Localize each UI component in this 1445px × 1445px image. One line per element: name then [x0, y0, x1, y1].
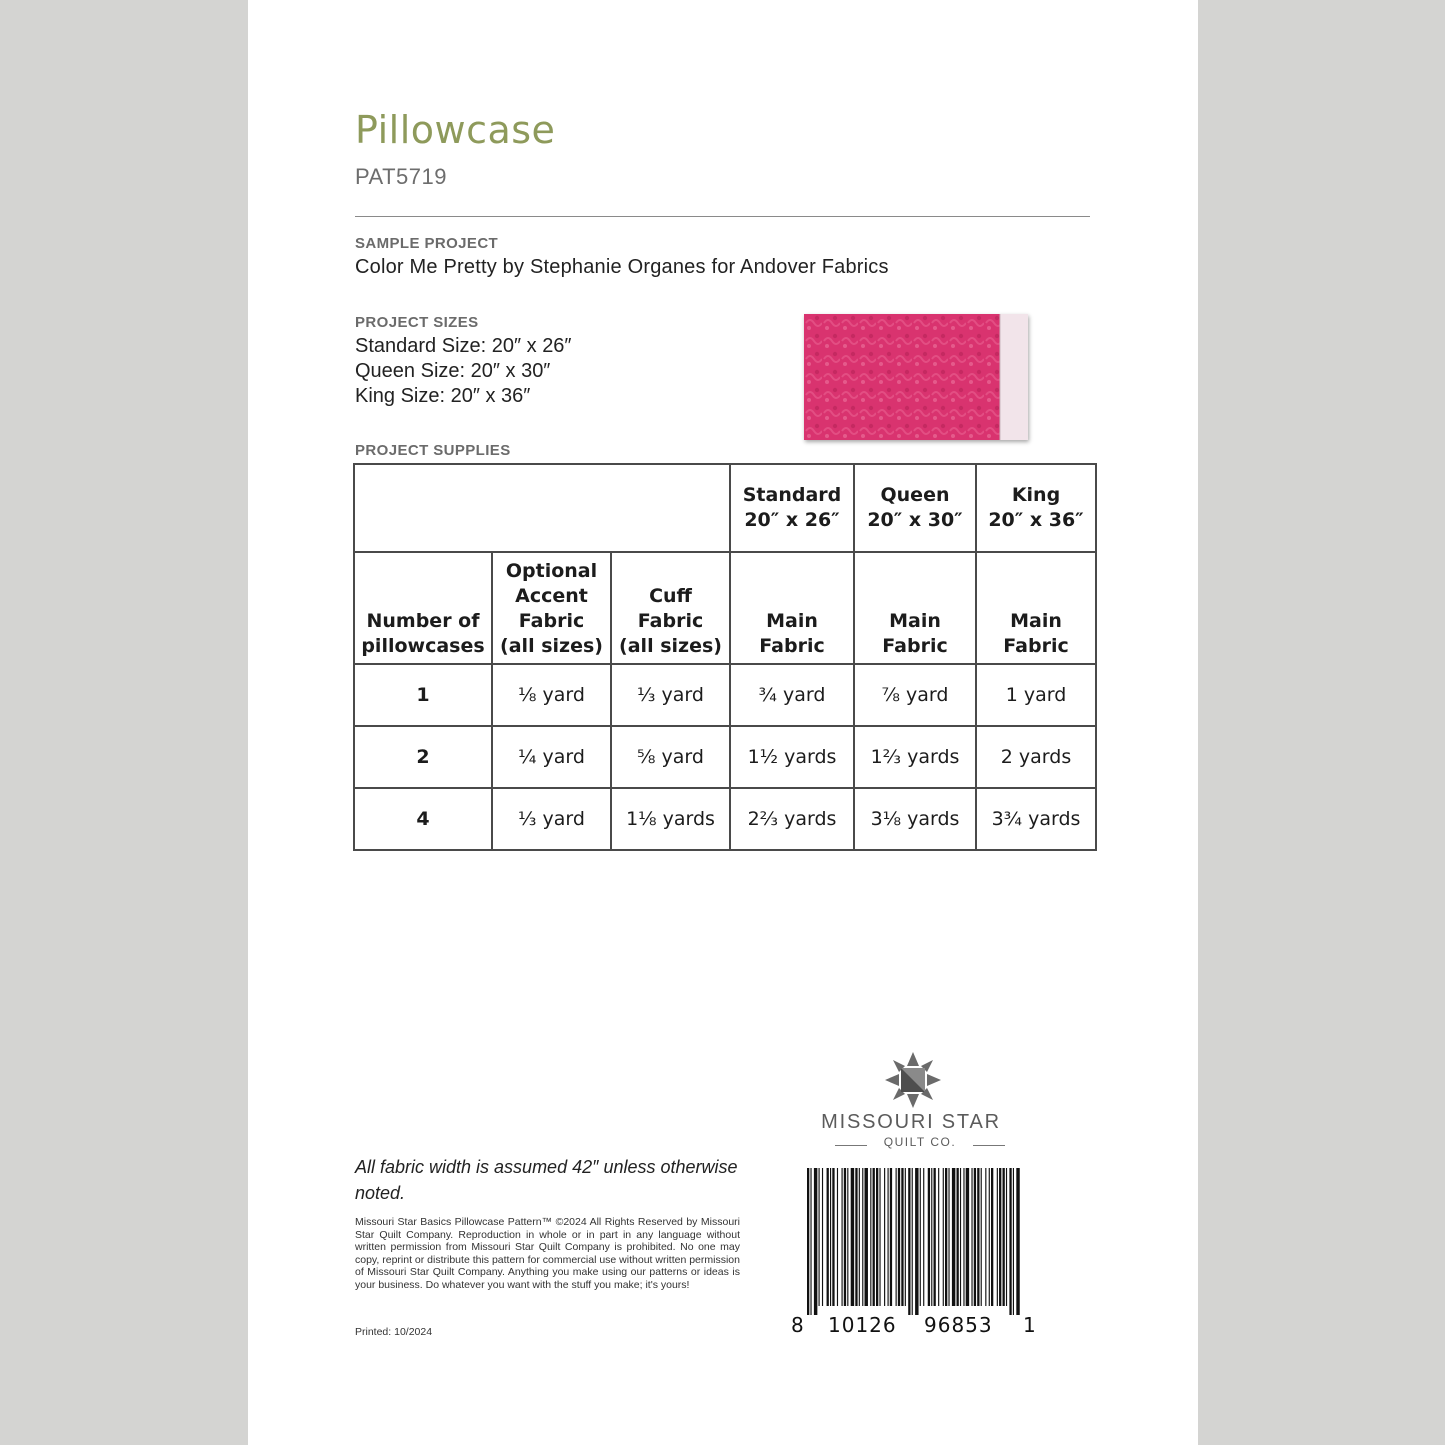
- table-row: [354, 552, 1096, 664]
- barcode-bar: [923, 1168, 924, 1306]
- barcode-bar: [896, 1168, 897, 1306]
- cell-king: 2 yards: [976, 726, 1096, 788]
- cuff-fabric: [1000, 314, 1028, 440]
- cell-cuff: 1⅛ yards: [611, 788, 730, 850]
- barcode-bar: [981, 1168, 982, 1306]
- supplies-table: [353, 463, 1097, 851]
- col-main-king: Main Fabric: [976, 552, 1096, 664]
- barcode-digit-lead: 8: [791, 1313, 805, 1337]
- star-logo-icon: [885, 1052, 941, 1108]
- cell-cuff: ⅝ yard: [611, 726, 730, 788]
- project-sizes-list: [355, 334, 572, 409]
- divider: [355, 216, 1090, 217]
- barcode-bar: [865, 1168, 868, 1306]
- col-number-of-pillowcases: Number of pillowcases: [354, 552, 492, 664]
- barcode-bar: [974, 1168, 976, 1306]
- barcode-bar: [837, 1168, 838, 1306]
- barcode-bar: [934, 1168, 936, 1306]
- barcode-bar: [1009, 1168, 1011, 1315]
- barcode-bar: [810, 1168, 811, 1315]
- barcode-bar: [851, 1168, 854, 1306]
- cell-accent: ⅓ yard: [492, 788, 611, 850]
- size-standard: Standard Size: 20″ x 26″: [355, 335, 572, 357]
- barcode-bar: [931, 1168, 932, 1306]
- barcode-bar: [870, 1168, 871, 1306]
- barcode-bar: [844, 1168, 846, 1306]
- pattern-title: Pillowcase: [355, 108, 556, 152]
- barcode-bar: [957, 1168, 959, 1306]
- barcode-bar: [1016, 1168, 1019, 1315]
- barcode-bar: [879, 1168, 880, 1306]
- pattern-back-cover: [248, 0, 1198, 1445]
- pattern-code: PAT5719: [355, 164, 447, 189]
- barcode-bar: [859, 1168, 860, 1306]
- barcode-bar: [966, 1168, 969, 1306]
- table-row: [354, 726, 1096, 788]
- header-queen: Queen 20″ x 30″: [854, 464, 976, 552]
- table-row: [354, 788, 1096, 850]
- barcode-bar: [862, 1168, 863, 1306]
- cell-accent: ¼ yard: [492, 726, 611, 788]
- barcode-bar: [842, 1168, 843, 1306]
- barcode-bar: [977, 1168, 979, 1306]
- size-queen: Queen Size: 20″ x 30″: [355, 360, 551, 382]
- pillowcase-image: [804, 314, 1028, 440]
- barcode-bar: [997, 1168, 998, 1306]
- header-standard: Standard 20″ x 26″: [730, 464, 854, 552]
- table-row: [354, 464, 1096, 552]
- barcode: [805, 1168, 1020, 1315]
- barcode-bar: [814, 1168, 817, 1315]
- barcode-bar: [915, 1168, 918, 1315]
- barcode-bar: [898, 1168, 900, 1306]
- cell-king: 3¾ yards: [976, 788, 1096, 850]
- cell-standard: 2⅔ yards: [730, 788, 854, 850]
- cell-count: 1: [354, 664, 492, 726]
- barcode-bar: [948, 1168, 949, 1306]
- barcode-bar: [884, 1168, 885, 1306]
- pillowcase-illustration: [804, 314, 1028, 440]
- main-fabric: [804, 314, 1000, 440]
- barcode-bar: [873, 1168, 875, 1306]
- sample-project-text: Color Me Pretty by Stephanie Organes for Andover Fabrics: [355, 256, 889, 278]
- project-sizes-heading: PROJECT SIZES: [355, 314, 479, 331]
- barcode-bar: [1013, 1168, 1014, 1315]
- copyright-notice: Missouri Star Basics Pillowcase Pattern™ ©2024 All Rights Reserved by Missouri Star Quilt Company. Reproduction in whole or in part in any language without written permission from Missouri Star Quilt Company is prohibited. No one may copy, reprint or distribute this pattern for commercial use without written permission of Missouri Star Quilt Company. Anything you make using our patterns or ideas is your business. Do whatever you want with the stuff you make; it's yours!: [355, 1216, 740, 1291]
- barcode-bar: [832, 1168, 834, 1306]
- brand-name: MISSOURI STAR: [821, 1111, 1001, 1133]
- barcode-bar: [945, 1168, 947, 1306]
- barcode-bar: [989, 1168, 990, 1306]
- size-king: King Size: 20″ x 36″: [355, 385, 531, 407]
- barcode-bar: [807, 1168, 809, 1315]
- cell-count: 2: [354, 726, 492, 788]
- barcode-bar: [938, 1168, 939, 1306]
- printed-date: Printed: 10/2024: [355, 1326, 433, 1338]
- cell-count: 4: [354, 788, 492, 850]
- cell-cuff: ⅓ yard: [611, 664, 730, 726]
- cell-accent: ⅛ yard: [492, 664, 611, 726]
- barcode-bar: [876, 1168, 878, 1306]
- barcode-bar: [908, 1168, 910, 1315]
- col-accent-fabric: Optional Accent Fabric (all sizes): [492, 552, 611, 664]
- barcode-bar: [912, 1168, 913, 1315]
- header-king: King 20″ x 36″: [976, 464, 1096, 552]
- cell-queen: 3⅛ yards: [854, 788, 976, 850]
- barcode-bar: [827, 1168, 829, 1306]
- brand-line-left: [835, 1145, 867, 1146]
- barcode-bar: [999, 1168, 1001, 1306]
- col-main-queen: Main Fabric: [854, 552, 976, 664]
- barcode-bar: [971, 1168, 972, 1306]
- cell-queen: ⅞ yard: [854, 664, 976, 726]
- barcode-bar: [991, 1168, 993, 1306]
- barcode-bar: [830, 1168, 831, 1306]
- missouri-star-logo: [816, 1052, 1010, 1113]
- barcode-digit-check: 1: [1023, 1313, 1037, 1337]
- cell-standard: 1½ yards: [730, 726, 854, 788]
- barcode-bar: [890, 1168, 892, 1306]
- barcode-digits-right: 96853: [924, 1313, 993, 1337]
- brand-line-right: [973, 1145, 1005, 1146]
- barcode-digits-left: 10126: [828, 1313, 897, 1337]
- project-supplies-heading: PROJECT SUPPLIES: [355, 442, 511, 459]
- barcode-bar: [822, 1168, 823, 1306]
- barcode-bar: [905, 1168, 906, 1306]
- barcode-bar: [928, 1168, 930, 1306]
- barcode-bar: [847, 1168, 848, 1306]
- fabric-width-note: All fabric width is assumed 42″ unless otherwise noted.: [355, 1157, 738, 1203]
- barcode-bar: [819, 1168, 820, 1306]
- brand-subtitle-wrap: [833, 1135, 1007, 1149]
- barcode-bar: [952, 1168, 955, 1306]
- sample-project-heading: SAMPLE PROJECT: [355, 235, 499, 252]
- barcode-bar: [963, 1168, 964, 1306]
- empty-header-cell: [354, 464, 730, 552]
- col-cuff-fabric: Cuff Fabric (all sizes): [611, 552, 730, 664]
- cell-queen: 1⅔ yards: [854, 726, 976, 788]
- barcode-bar: [1003, 1168, 1005, 1306]
- cell-king: 1 yard: [976, 664, 1096, 726]
- col-main-standard: Main Fabric: [730, 552, 854, 664]
- table-row: [354, 664, 1096, 726]
- barcode-bar: [960, 1168, 961, 1306]
- barcode-bar: [920, 1168, 921, 1306]
- cell-standard: ¾ yard: [730, 664, 854, 726]
- barcode-bar: [888, 1168, 889, 1306]
- barcode-bar: [985, 1168, 986, 1306]
- barcode-bar: [901, 1168, 903, 1306]
- barcode-bar: [1006, 1168, 1007, 1306]
- brand-subtitle: QUILT CO.: [883, 1135, 957, 1149]
- barcode-bar: [943, 1168, 944, 1306]
- barcode-bar: [855, 1168, 857, 1306]
